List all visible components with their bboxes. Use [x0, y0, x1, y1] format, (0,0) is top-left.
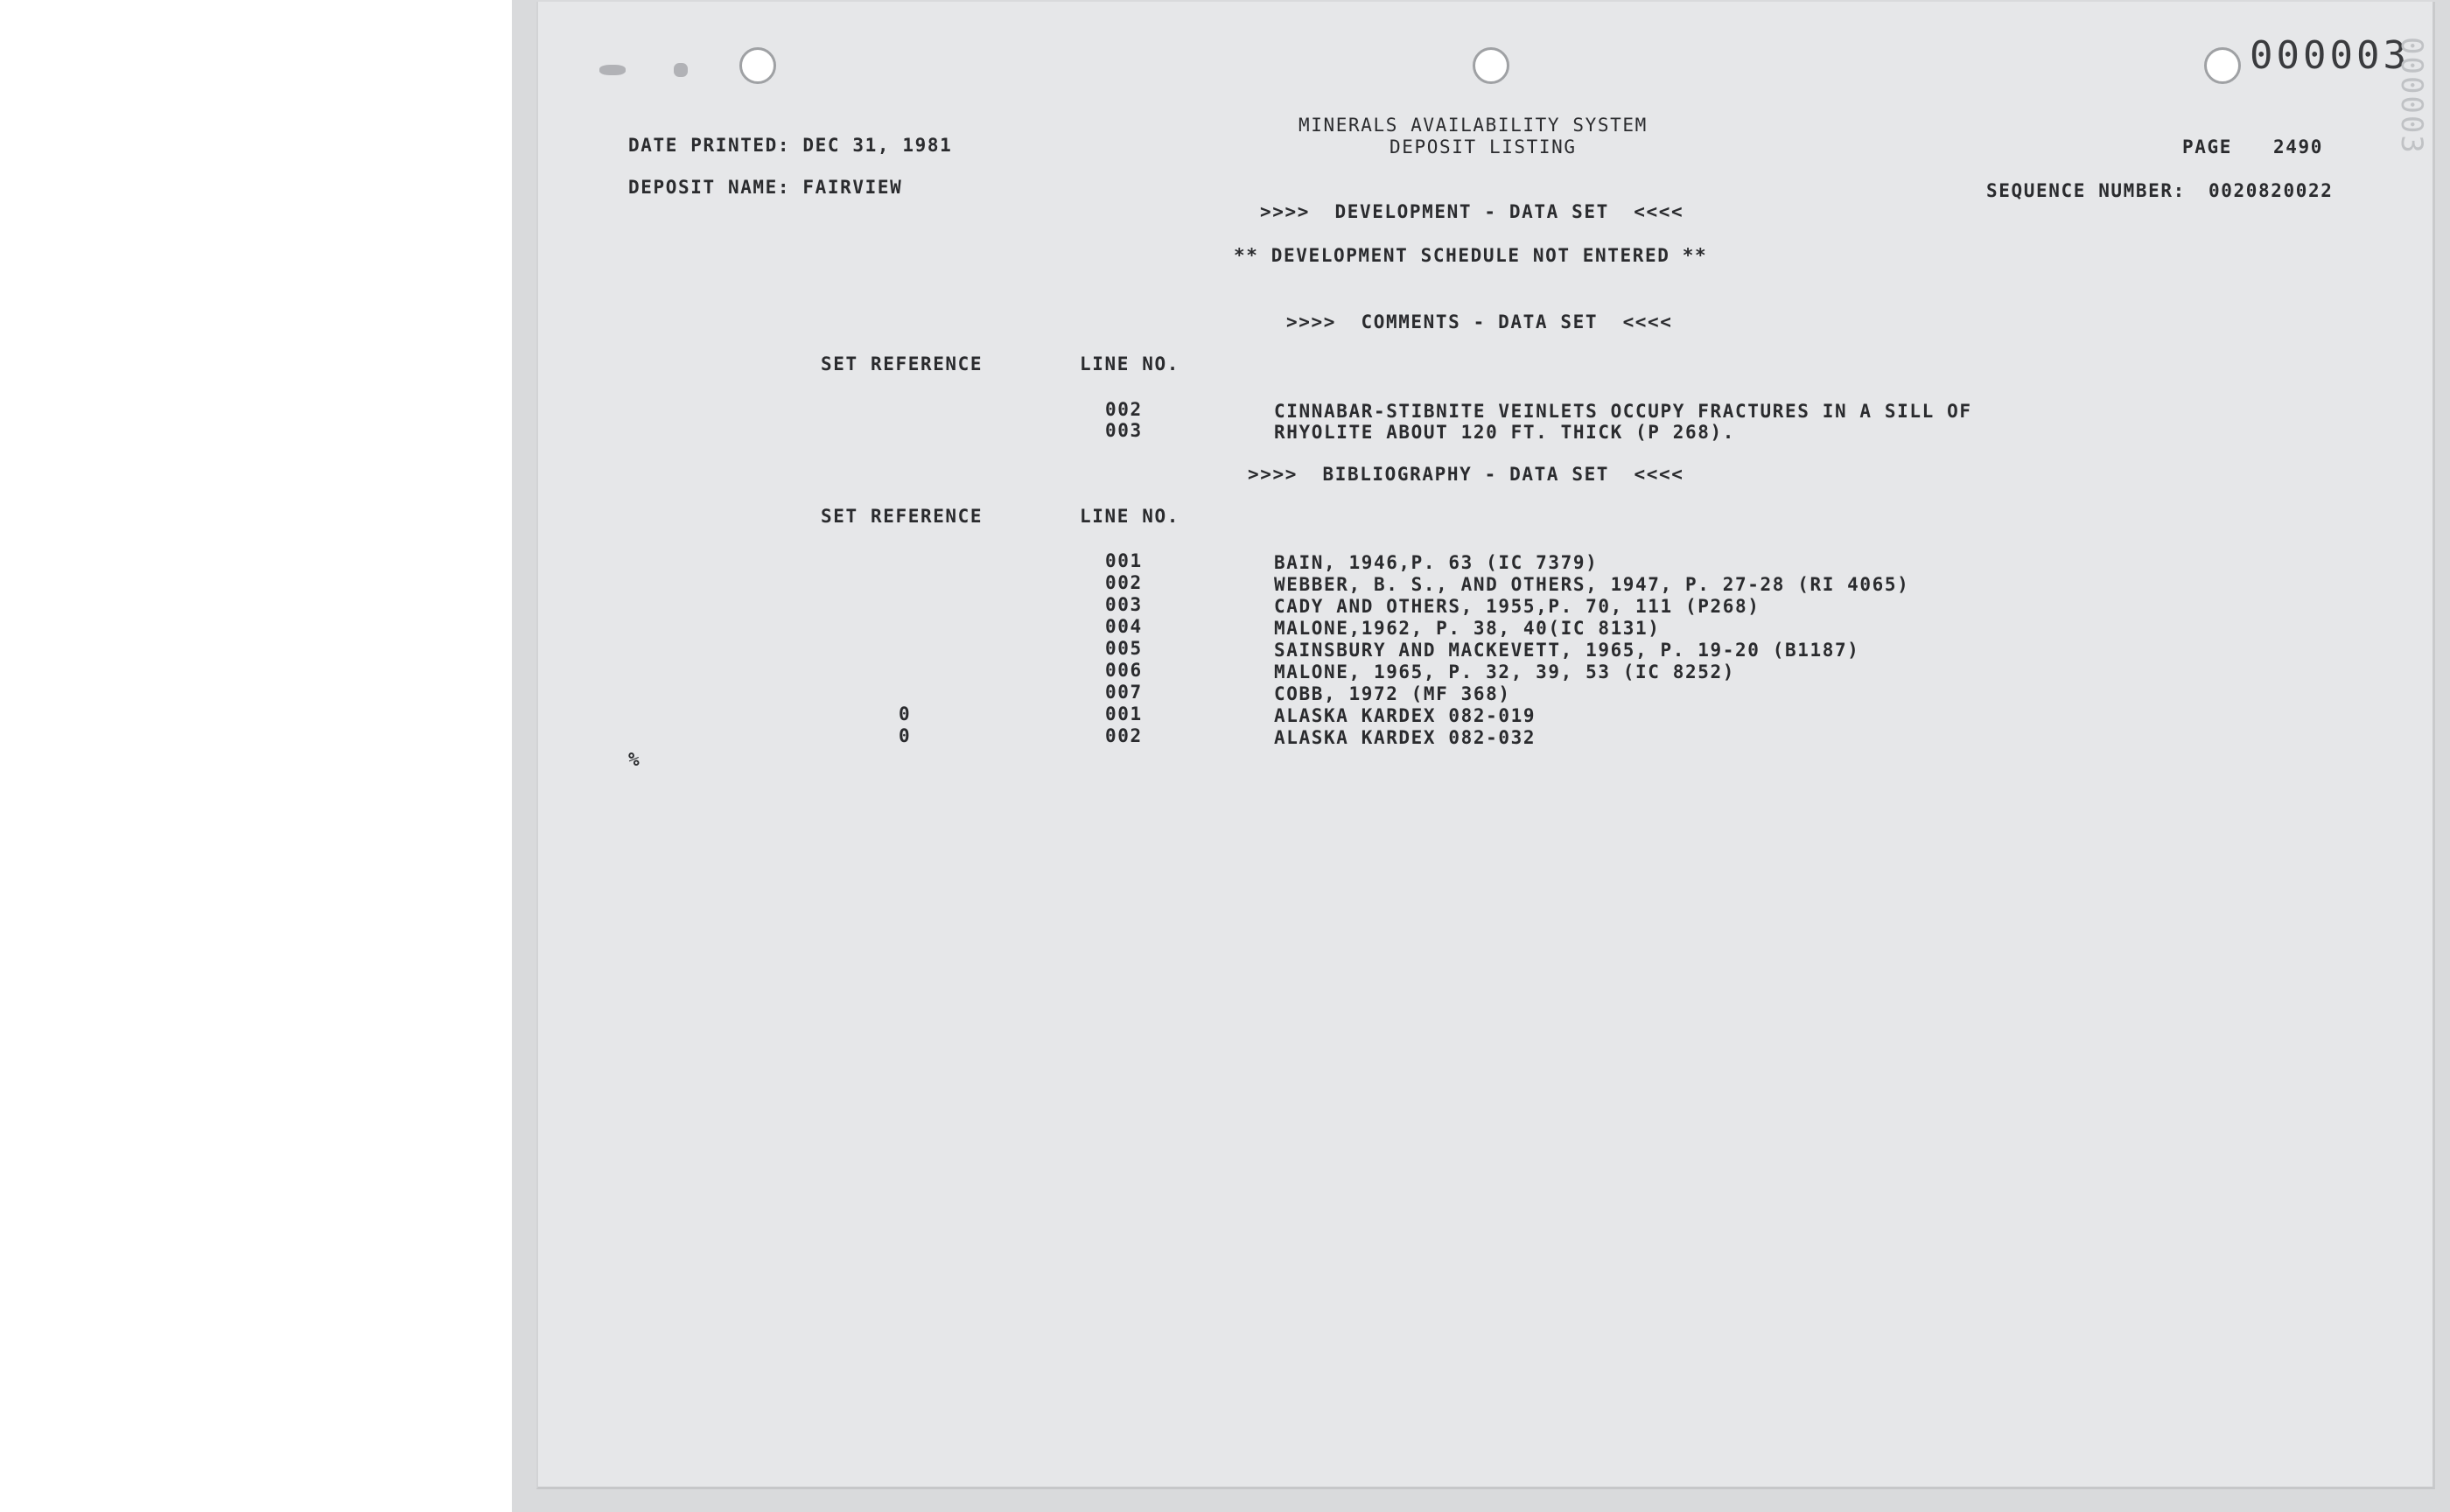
- row-text: CINNABAR-STIBNITE VEINLETS OCCUPY FRACTURES IN A SILL OF: [1274, 401, 1972, 422]
- bibliography-heading: >>>> BIBLIOGRAPHY - DATA SET <<<<: [1248, 464, 1684, 485]
- row-line-number: 006: [1105, 660, 1143, 681]
- comments-col-set-reference: SET REFERENCE: [821, 354, 984, 374]
- sequence-label: SEQUENCE NUMBER:: [1986, 180, 2186, 201]
- comments-heading: >>>> COMMENTS - DATA SET <<<<: [1286, 312, 1673, 332]
- row-line-number: 001: [1105, 704, 1143, 724]
- row-text: RHYOLITE ABOUT 120 FT. THICK (P 268).: [1274, 422, 1735, 443]
- row-line-number: 005: [1105, 638, 1143, 659]
- row-text: WEBBER, B. S., AND OTHERS, 1947, P. 27-28 (RI 4065): [1274, 574, 1910, 595]
- document-stamp-number: 000003: [2250, 33, 2410, 78]
- row-text: BAIN, 1946,P. 63 (IC 7379): [1274, 552, 1599, 573]
- development-heading: >>>> DEVELOPMENT - DATA SET <<<<: [1260, 201, 1684, 222]
- page-number: 2490: [2273, 136, 2323, 158]
- system-title: MINERALS AVAILABILITY SYSTEM: [1298, 115, 1648, 136]
- row-line-number: 002: [1105, 725, 1143, 746]
- row-line-number: 007: [1105, 682, 1143, 703]
- comments-col-line-no: LINE NO.: [1080, 354, 1180, 374]
- development-note: ** DEVELOPMENT SCHEDULE NOT ENTERED **: [1234, 245, 1708, 266]
- ink-smudge: [599, 65, 626, 75]
- row-line-number: 003: [1105, 594, 1143, 615]
- row-text: COBB, 1972 (MF 368): [1274, 683, 1511, 704]
- row-line-number: 001: [1105, 550, 1143, 571]
- row-line-number: 003: [1105, 420, 1143, 441]
- row-text: MALONE, 1965, P. 32, 39, 53 (IC 8252): [1274, 662, 1735, 682]
- row-text: SAINSBURY AND MACKEVETT, 1965, P. 19-20 (B1187): [1274, 640, 1860, 661]
- row-set-reference: 0: [899, 725, 912, 746]
- punch-hole-right: [2204, 47, 2241, 84]
- document-stamp-side-number: 000003: [2394, 37, 2429, 155]
- row-line-number: 002: [1105, 572, 1143, 593]
- punch-hole-left: [739, 47, 776, 84]
- row-line-number: 004: [1105, 616, 1143, 637]
- punch-hole-center: [1473, 47, 1509, 84]
- sequence-number: 0020820022: [2208, 180, 2334, 201]
- listing-title: DEPOSIT LISTING: [1390, 136, 1577, 158]
- row-line-number: 002: [1105, 399, 1143, 420]
- footer-mark: %: [628, 749, 641, 770]
- row-text: CADY AND OTHERS, 1955,P. 70, 111 (P268): [1274, 596, 1760, 617]
- row-text: ALASKA KARDEX 082-019: [1274, 705, 1536, 726]
- ink-smudge: [674, 63, 688, 77]
- bibliography-col-set-reference: SET REFERENCE: [821, 506, 984, 527]
- row-set-reference: 0: [899, 704, 912, 724]
- date-printed: DATE PRINTED: DEC 31, 1981: [628, 135, 953, 156]
- row-text: MALONE,1962, P. 38, 40(IC 8131): [1274, 618, 1661, 639]
- deposit-name: DEPOSIT NAME: FAIRVIEW: [628, 177, 903, 198]
- row-text: ALASKA KARDEX 082-032: [1274, 727, 1536, 748]
- page-label: PAGE: [2182, 136, 2232, 158]
- bibliography-col-line-no: LINE NO.: [1080, 506, 1180, 527]
